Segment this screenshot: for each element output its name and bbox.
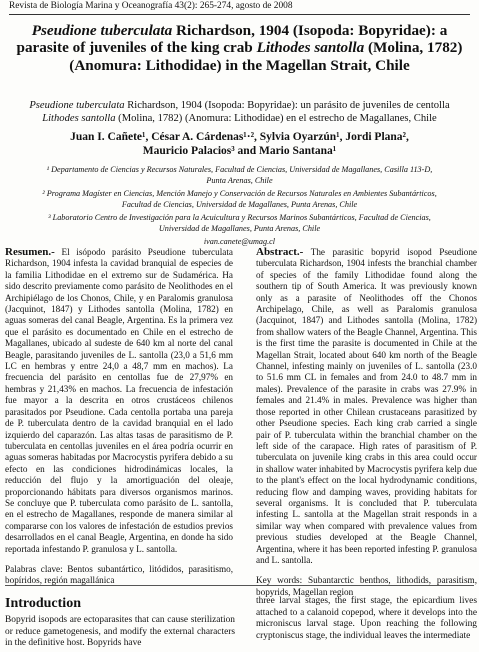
subtitle-species-2: Lithodes santolla: [42, 113, 116, 125]
title-species-2: Lithodes santolla: [256, 39, 365, 57]
subtitle-species-1: Pseudione tuberculata: [29, 100, 125, 111]
abstract-keywords: Key words: Subantarctic benthos, lithodids, parasitism, bopyrids, Magellan region: [256, 575, 477, 597]
authors-line-2: Mauricio Palacios³ and Mario Santana¹: [142, 144, 337, 157]
spanish-title: [10, 99, 469, 126]
journal-header: Revista de Biología Marina y Oceanografía 43(2): 265-274, agosto de 2008: [9, 1, 293, 11]
intro-text-right: three larval stages, the first stage, the epicardium lives attached to a calanoid copepod, where it develops into the microniscus larval stage. Upon reaching the following cryptoniscus stage, the individual leaves the intermediate: [256, 596, 477, 641]
title-text-1: Richardson, 1904 (Isopoda: Bopyridae): a parasite of juveniles of the king crab: [16, 22, 448, 57]
abstract-heading: Abstract.-: [256, 246, 304, 258]
resumen-body: El isópodo parásito Pseudione tuberculata Richardson, 1904 infesta la cavidad branquial de especies de la familia Lithodidae en el extremo sur de Sudamérica. Ha sido descrito previamente como parásito de Neolithodes en el Archipiélago de los Chonos, Chile, y en Paralomis granulosa (Jacquinot, 1847) y Lithodes santolla (Molina, 1782) en aguas someras del canal Beagle, Argentina. Es la primera vez que el parásito es documentado en Chile en el estrecho de Magallanes, ubicado al sudeste de 640 km al norte del canal Beagle, parasitando juveniles de L. santolla (23,0 a 51,6 mm LC en hembras y entre 24,0 a 48,7 mm en machos). La frecuencia del parásito en centollas fue de 27,97% en hembras y 21,43% en machos. La frecuencia de infestación fue mayor a la descrita en otros crustáceos chilenos parasitados por Pseudione. Cada centolla portaba una pareja de P. tuberculata dentro de la cavidad branquial en el lado izquierdo del caparazón. Las altas tasas de parasitismo de P. tuberculata en centollas juveniles en el área podría ocurrir en aguas someras habitadas por Macrocystis pyrifera debido a su efecto en las condiciones hidrodinámicas locales, la reducción del flujo y la amortiguación del oleaje, proporcionando hábitats para diversos organismos marinos. Se concluye que P. tuberculata como parásito de L. santolla, en el estrecho de Magallanes, responde de manera similar al compararse con los valores de infestación de estudios previos desarrollados en el canal Beagle, Argentina, en donde ha sido reportada infestando P. granulosa y L. santolla.: [5, 247, 233, 554]
abstract-paragraph: [256, 247, 477, 566]
author-list: [40, 131, 439, 158]
affiliation-1: ¹ Departamento de Ciencias y Recursos Naturales, Facultad de Ciencias, Universidad de Magallanes, Casilla 113-D, Punta Arenas, Chile: [46, 165, 433, 185]
intro-heading: Introduction: [5, 596, 81, 611]
resumen-heading: Resumen.-: [5, 246, 55, 258]
title-text-2: (Molina, 1782) (Anomura: Lithodidae) in the Magellan Strait, Chile: [69, 39, 463, 74]
title-species-1: Pseudione tuberculata: [31, 22, 173, 39]
resumen-column: [5, 247, 233, 587]
header-rule: [9, 14, 470, 15]
paper-title: [12, 22, 467, 74]
affiliations: [40, 165, 439, 251]
affiliation-3: ³ Laboratorio Centro de Investigación para la Acuicultura y Recursos Marinos Subantárticos, Facultad de Ciencias, Universidad de Magallanes, Punta Arenas, Chile: [48, 213, 431, 233]
subtitle-text-2: (Molina, 1782) (Anomura: Lithodidae) en el estrecho de Magallanes, Chile: [115, 113, 437, 125]
intro-text-left: Bopyrid isopods are ectoparasites that can cause sterilization or reduce gametogenesis, and modify the external characters in the definitive host. Bopyrids have: [5, 615, 235, 649]
authors-line-1: Juan I. Cañete¹, César A. Cárdenas¹·², Sylvia Oyarzún¹, Jordi Plana²,: [70, 131, 409, 143]
abstract-body: The parasitic bopyrid isopod Pseudione tuberculata Richardson, 1904 infests the branchial chamber of species of the family Lithodidae found along the southern tip of South America. It was previously known only as a parasite of Neolithodes off the Chonos Archipelago, Chile, as well as Paralomis granulosa (Jacquinot, 1847) and Lithodes santolla (Molina, 1782) from shallow waters of the Beagle Channel, Argentina. This is the first time the parasite is documented in Chile at the Magellan Strait, located about 640 km north of the Beagle Channel, infesting mainly on juveniles of L. santolla (23.0 to 51.6 mm CL in females and from 24.0 to 48.7 mm in males). Prevalence of the parasite in crabs was 27.9% in females and 21.4% in males. Prevalence was higher than those reported in other Chilean crustaceans parasitized by other Pseudione species. Each king crab carried a single pair of P. tuberculata within the branchial chamber on the left side of the carapace. High rates of parasitism of P. tuberculata on juvenile king crabs in this area could occur in shallow water inhabited by Macrocystis pyrifera kelp due to the plant's effect on the local hydrodynamic conditions, reducing flow and damping waves, providing habitats for several organisms. It is concluded that P. tuberculata infesting L. santolla at the Magellan strait responds in a similar way when compared with prevalence values from previous studies developed at the Beagle Channel, Argentina, where it has been reported infesting P. granulosa and L. santolla.: [256, 247, 477, 565]
section-divider: [5, 585, 474, 586]
abstract-column: [256, 247, 477, 598]
resumen-paragraph: [5, 247, 233, 555]
contact-email[interactable]: ivan.canete@umag.cl: [203, 237, 276, 247]
affiliation-2: ² Programa Magíster en Ciencias, Mención Manejo y Conservación de Recursos Naturales en Ambientes Subantárticos, Facultad de Ciencias, Universidad de Magallanes, Punta Arenas, Chile: [42, 189, 437, 209]
subtitle-text-1: Richardson, 1904 (Isopoda: Bopyridae): un parásito de juveniles de centolla: [124, 100, 450, 111]
resumen-keywords: Palabras clave: Bentos subantártico, litódidos, parasitismo, bopíridos, región magallánica: [5, 563, 233, 586]
